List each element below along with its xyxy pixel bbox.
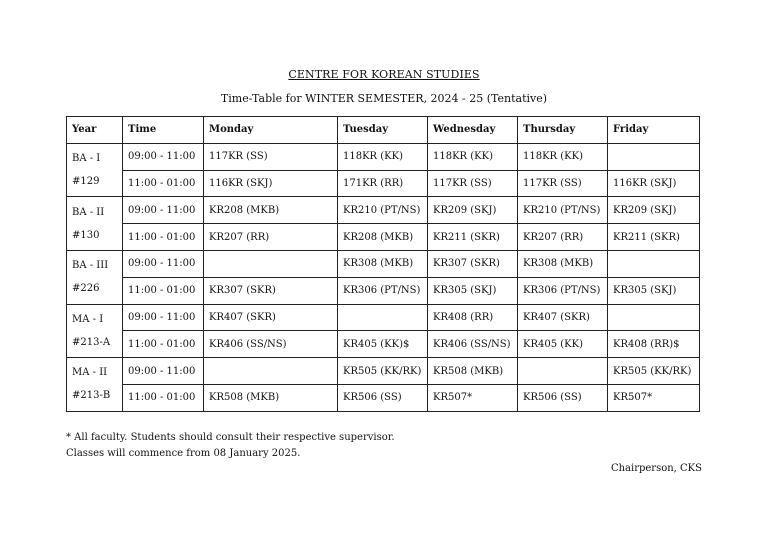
class-cell: 118KR (KK) bbox=[518, 143, 608, 170]
class-cell: KR306 (PT/NS) bbox=[338, 277, 428, 304]
class-cell: KR207 (RR) bbox=[518, 224, 608, 251]
class-cell: KR308 (MKB) bbox=[338, 250, 428, 277]
table-row bbox=[67, 358, 700, 385]
footnotes bbox=[66, 430, 395, 462]
class-cell: KR407 (SKR) bbox=[204, 304, 338, 331]
class-cell: KR507* bbox=[608, 384, 700, 411]
time-cell: 11:00 - 01:00 bbox=[123, 277, 204, 304]
class-cell: KR506 (SS) bbox=[518, 384, 608, 411]
class-cell: KR209 (SKJ) bbox=[428, 197, 518, 224]
class-cell: 171KR (RR) bbox=[338, 170, 428, 197]
class-cell: KR306 (PT/NS) bbox=[518, 277, 608, 304]
class-cell: KR307 (SKR) bbox=[204, 277, 338, 304]
class-cell bbox=[608, 250, 700, 277]
room-label: #226 bbox=[72, 283, 100, 295]
column-header-tuesday: Tuesday bbox=[338, 117, 428, 144]
class-cell: 116KR (SKJ) bbox=[204, 170, 338, 197]
room-label: #129 bbox=[72, 176, 100, 188]
class-cell: KR307 (SKR) bbox=[428, 250, 518, 277]
table-row bbox=[67, 224, 700, 251]
time-cell: 09:00 - 11:00 bbox=[123, 197, 204, 224]
document-title: CENTRE FOR KOREAN STUDIES bbox=[288, 68, 480, 81]
class-cell: KR507* bbox=[428, 384, 518, 411]
class-cell: 117KR (SS) bbox=[428, 170, 518, 197]
time-cell: 09:00 - 11:00 bbox=[123, 143, 204, 170]
year-label: MA - I bbox=[72, 313, 104, 325]
class-cell: KR407 (SKR) bbox=[518, 304, 608, 331]
class-cell: KR305 (SKJ) bbox=[608, 277, 700, 304]
room-label: #130 bbox=[72, 229, 100, 241]
time-cell: 09:00 - 11:00 bbox=[123, 304, 204, 331]
class-cell: 117KR (SS) bbox=[204, 143, 338, 170]
year-cell bbox=[67, 358, 123, 412]
class-cell: KR406 (SS/NS) bbox=[428, 331, 518, 358]
class-cell: KR508 (MKB) bbox=[428, 358, 518, 385]
time-cell: 09:00 - 11:00 bbox=[123, 358, 204, 385]
time-cell: 11:00 - 01:00 bbox=[123, 331, 204, 358]
class-cell: KR210 (PT/NS) bbox=[338, 197, 428, 224]
class-cell: 117KR (SS) bbox=[518, 170, 608, 197]
table-row bbox=[67, 331, 700, 358]
class-cell: 116KR (SKJ) bbox=[608, 170, 700, 197]
class-cell: KR408 (RR)$ bbox=[608, 331, 700, 358]
time-cell: 11:00 - 01:00 bbox=[123, 224, 204, 251]
year-cell bbox=[67, 304, 123, 358]
class-cell bbox=[204, 358, 338, 385]
class-cell bbox=[608, 143, 700, 170]
class-cell: KR208 (MKB) bbox=[204, 197, 338, 224]
class-cell: KR208 (MKB) bbox=[338, 224, 428, 251]
class-cell bbox=[608, 304, 700, 331]
room-label: #213-A bbox=[72, 336, 111, 348]
year-label: MA - II bbox=[72, 367, 108, 379]
class-cell: KR211 (SKR) bbox=[608, 224, 700, 251]
class-cell: KR207 (RR) bbox=[204, 224, 338, 251]
class-cell: KR405 (KK)$ bbox=[338, 331, 428, 358]
column-header-thursday: Thursday bbox=[518, 117, 608, 144]
class-cell: KR405 (KK) bbox=[518, 331, 608, 358]
year-cell bbox=[67, 250, 123, 304]
class-cell: KR408 (RR) bbox=[428, 304, 518, 331]
class-cell: 118KR (KK) bbox=[428, 143, 518, 170]
class-cell: KR210 (PT/NS) bbox=[518, 197, 608, 224]
time-cell: 09:00 - 11:00 bbox=[123, 250, 204, 277]
table-row bbox=[67, 250, 700, 277]
room-label: #213-B bbox=[72, 390, 111, 402]
table-row bbox=[67, 384, 700, 411]
column-header-friday: Friday bbox=[608, 117, 700, 144]
class-cell bbox=[204, 250, 338, 277]
column-header-wednesday: Wednesday bbox=[428, 117, 518, 144]
year-label: BA - II bbox=[72, 206, 105, 218]
table-row bbox=[67, 143, 700, 170]
table-row bbox=[67, 170, 700, 197]
year-label: BA - III bbox=[72, 260, 109, 272]
table-header-row bbox=[67, 117, 700, 144]
class-cell: KR505 (KK/RK) bbox=[608, 358, 700, 385]
column-header-monday: Monday bbox=[204, 117, 338, 144]
class-cell: KR508 (MKB) bbox=[204, 384, 338, 411]
class-cell: KR308 (MKB) bbox=[518, 250, 608, 277]
time-cell: 11:00 - 01:00 bbox=[123, 170, 204, 197]
class-cell bbox=[338, 304, 428, 331]
class-cell: KR406 (SS/NS) bbox=[204, 331, 338, 358]
table-row bbox=[67, 197, 700, 224]
table-row bbox=[67, 277, 700, 304]
year-label: BA - I bbox=[72, 153, 101, 165]
time-cell: 11:00 - 01:00 bbox=[123, 384, 204, 411]
column-header-time: Time bbox=[123, 117, 204, 144]
signature: Chairperson, CKS bbox=[610, 463, 702, 474]
year-cell bbox=[67, 143, 123, 197]
class-cell: KR211 (SKR) bbox=[428, 224, 518, 251]
footnote-faculty: * All faculty. Students should consult their respective supervisor. bbox=[66, 432, 395, 443]
document-subtitle: Time-Table for WINTER SEMESTER, 2024 - 25 (Tentative) bbox=[220, 92, 548, 105]
class-cell: KR505 (KK/RK) bbox=[338, 358, 428, 385]
year-cell bbox=[67, 197, 123, 251]
commencement-note: Classes will commence from 08 January 2025. bbox=[66, 448, 301, 459]
class-cell: 118KR (KK) bbox=[338, 143, 428, 170]
class-cell: KR209 (SKJ) bbox=[608, 197, 700, 224]
class-cell bbox=[518, 358, 608, 385]
class-cell: KR506 (SS) bbox=[338, 384, 428, 411]
timetable bbox=[66, 116, 700, 412]
class-cell: KR305 (SKJ) bbox=[428, 277, 518, 304]
table-row bbox=[67, 304, 700, 331]
column-header-year: Year bbox=[67, 117, 123, 144]
